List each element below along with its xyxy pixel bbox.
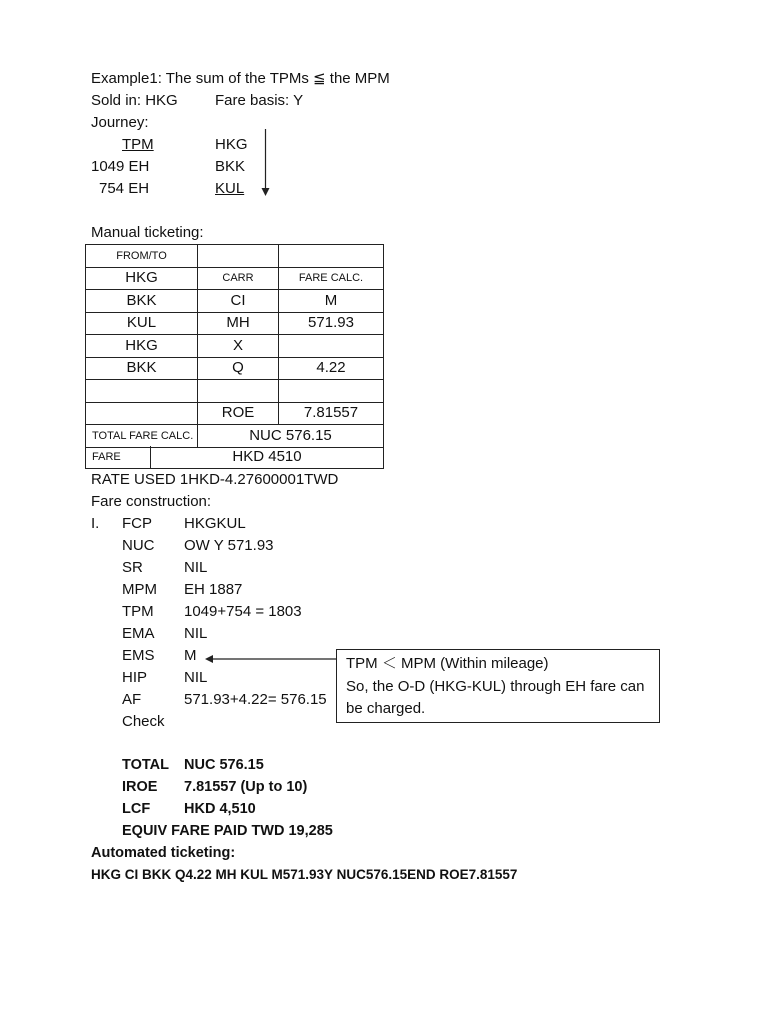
table-row [86, 290, 384, 313]
fare-calc-cell: 4.22 [279, 357, 384, 380]
construction-key: EMA [122, 625, 155, 642]
construction-key: Check [122, 713, 165, 730]
table-row [86, 446, 384, 468]
city-cell: BKK [86, 357, 198, 380]
fare-basis-text: Fare basis: Y [215, 92, 304, 109]
totals-key: TOTAL [122, 757, 169, 773]
carr-header: CARR [198, 267, 279, 290]
mileage-callout-box [336, 649, 660, 723]
totals-key: LCF [122, 801, 151, 817]
city-cell: BKK [86, 290, 198, 313]
journey-point: KUL [215, 180, 245, 197]
automated-ticketing-label: Automated ticketing: [91, 845, 236, 861]
construction-value: OW Y 571.93 [184, 537, 274, 554]
fare-calc-cell: M [279, 290, 384, 313]
construction-value: EH 1887 [184, 581, 243, 598]
section-roman-numeral: I. [91, 515, 100, 532]
callout-line: So, the O-D (HKG-KUL) through EH fare can be charged. [346, 677, 645, 717]
journey-point: HKG [215, 136, 248, 153]
table-row [86, 267, 384, 290]
journey-tpm: 1049 EH [91, 158, 150, 175]
construction-key: EMS [122, 647, 155, 664]
construction-key: NUC [122, 537, 155, 554]
fare-calc-cell [279, 335, 384, 358]
roe-label: ROE [198, 402, 279, 425]
origin-city: HKG [86, 267, 198, 290]
carrier-cell: Q [198, 357, 279, 380]
table-row [86, 335, 384, 358]
construction-value: M [184, 647, 197, 664]
page-title: Example1: The sum of the TPMs ≦ the MPM [91, 70, 390, 87]
city-cell: KUL [86, 312, 198, 335]
totals-value: HKD 4,510 [184, 801, 256, 817]
construction-key: MPM [122, 581, 157, 598]
totals-key: IROE [122, 779, 158, 795]
journey-label: Journey: [91, 114, 149, 131]
totals-value: 7.81557 (Up to 10) [184, 779, 308, 795]
table-row [86, 357, 384, 380]
fare-construction-label: Fare construction: [91, 493, 212, 510]
construction-value: 1049+754 = 1803 [184, 603, 302, 620]
manual-ticketing-label: Manual ticketing: [91, 224, 204, 241]
construction-key: TPM [122, 603, 154, 620]
construction-key: SR [122, 559, 143, 576]
city-cell: HKG [86, 335, 198, 358]
tpm-header: TPM [122, 136, 154, 153]
table-row [86, 312, 384, 335]
construction-value: NIL [184, 669, 208, 686]
rate-used-text: RATE USED 1HKD-4.27600001TWD [91, 471, 339, 488]
table-row [86, 425, 384, 448]
fare-value: HKD 4510 [151, 446, 384, 468]
journey-point: BKK [215, 158, 246, 175]
carrier-cell: X [198, 335, 279, 358]
equiv-fare-paid-text: EQUIV FARE PAID TWD 19,285 [122, 823, 333, 839]
carrier-cell: CI [198, 290, 279, 313]
construction-value: NIL [184, 559, 208, 576]
carrier-cell: MH [198, 312, 279, 335]
callout-line: TPM ＜ MPM (Within mileage) [346, 655, 549, 672]
journey-tpm: 754 EH [99, 180, 150, 197]
automated-ticketing-line: HKG CI BKK Q4.22 MH KUL M571.93Y NUC576.15END ROE7.81557 [91, 867, 518, 882]
manual-ticket-table [85, 244, 384, 448]
total-fare-calc-value: NUC 576.15 [198, 425, 384, 448]
from-to-header: FROM/TO [86, 245, 198, 268]
fare-label: FARE [86, 446, 151, 468]
ems-callout-arrow-icon [204, 651, 338, 667]
roe-value: 7.81557 [279, 402, 384, 425]
table-row [86, 380, 384, 403]
fare-calc-cell: 571.93 [279, 312, 384, 335]
construction-value: HKGKUL [184, 515, 246, 532]
sold-in-text: Sold in: HKG [91, 92, 178, 109]
fare-calc-header: FARE CALC. [279, 267, 384, 290]
total-fare-calc-label: TOTAL FARE CALC. [86, 425, 198, 448]
fare-row-table [85, 446, 384, 469]
construction-value: 571.93+4.22= 576.15 [184, 691, 327, 708]
totals-value: NUC 576.15 [184, 757, 264, 773]
construction-value: NIL [184, 625, 208, 642]
construction-key: HIP [122, 669, 148, 686]
construction-key: AF [122, 691, 142, 708]
table-row [86, 245, 384, 268]
journey-direction-arrow-icon [258, 128, 274, 198]
table-row [86, 402, 384, 425]
construction-key: FCP [122, 515, 152, 532]
